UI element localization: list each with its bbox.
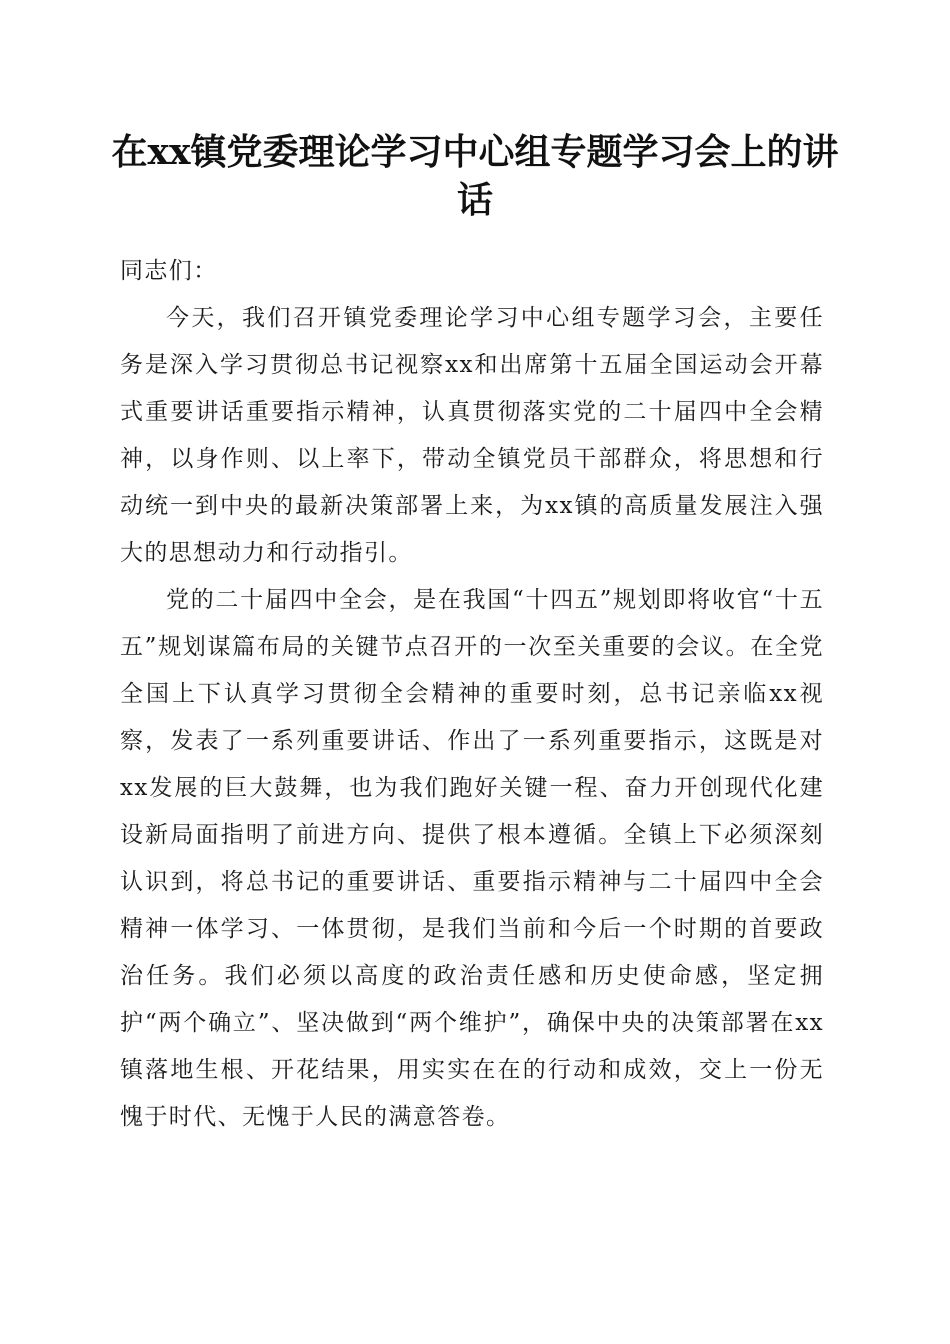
- document-body: [120, 248, 824, 1141]
- paragraph-2: 党的二十届四中全会，是在我国“十四五”规划即将收官“十五五”规划谋篇布局的关键节点召开的一次至关重要的会议。在全党全国上下认真学习贯彻全会精神的重要时刻，总书记亲临xx视察，发表了一系列重要讲话、作出了一系列重要指示，这既是对xx发展的巨大鼓舞，也为我们跑好关键一程、奋力开创现代化建设新局面指明了前进方向、提供了根本遵循。全镇上下必须深刻认识到，将总书记的重要讲话、重要指示精神与二十届四中全会精神一体学习、一体贯彻，是我们当前和今后一个时期的首要政治任务。我们必须以高度的政治责任感和历史使命感，坚定拥护“两个确立”、坚决做到“两个维护”，确保中央的决策部署在xx镇落地生根、开花结果，用实实在在的行动和成效，交上一份无愧于时代、无愧于人民的满意答卷。: [120, 587, 824, 1130]
- salutation: 同志们：: [120, 258, 218, 284]
- document-title: 在xx镇党委理论学习中心组专题学习会上的讲话: [111, 131, 839, 221]
- paragraph-1: 今天，我们召开镇党委理论学习中心组专题学习会，主要任务是深入学习贯彻总书记视察xx和出席第十五届全国运动会开幕式重要讲话重要指示精神，认真贯彻落实党的二十届四中全会精神，以身作则、以上率下，带动全镇党员干部群众，将思想和行动统一到中央的最新决策部署上来，为xx镇的高质量发展注入强大的思想动力和行动指引。: [120, 305, 824, 566]
